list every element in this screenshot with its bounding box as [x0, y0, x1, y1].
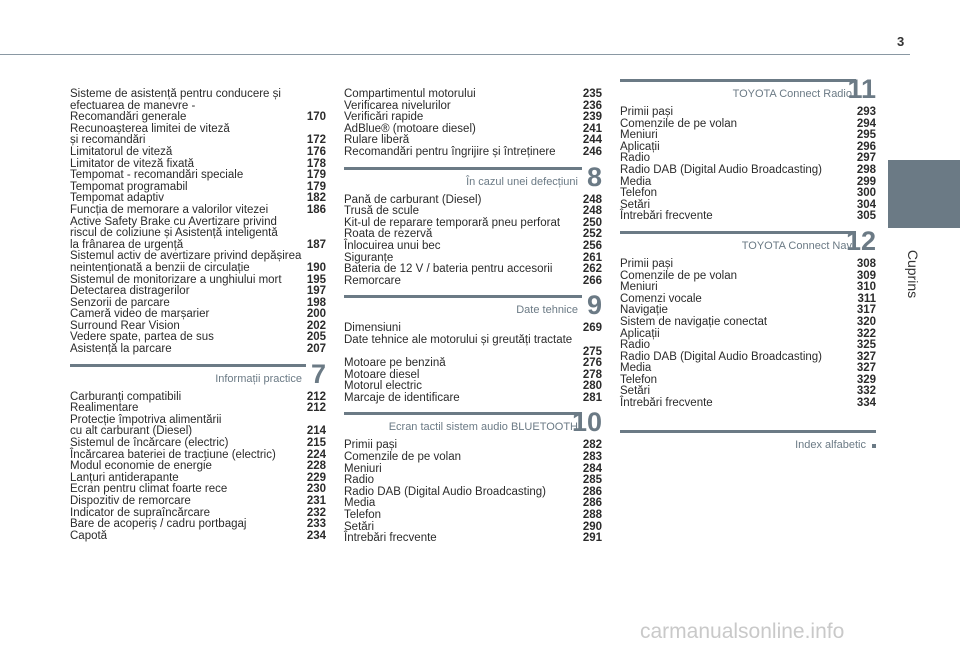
- toc-entry[interactable]: [620, 271, 876, 283]
- toc-entry-page: 187: [306, 238, 326, 251]
- toc-entry-page: 182: [306, 192, 326, 205]
- toc-entry-page: 294: [856, 117, 876, 130]
- toc-entry-title: cu alt carburant (Diesel): [70, 425, 193, 438]
- toc-entry-title: Verificarea nivelurilor: [344, 99, 451, 112]
- toc-entry-title: Pană de carburant (Diesel): [344, 193, 482, 206]
- section-number: 7: [310, 358, 326, 389]
- toc-entry-title: Încărcarea bateriei de tracțiune (electric): [70, 448, 276, 461]
- toc-entry-page: 235: [582, 88, 602, 100]
- toc-entry-title: Rulare liberă: [344, 134, 410, 147]
- toc-entry-title: Sistemul activ de avertizare privind depășirea: [70, 250, 302, 263]
- toc-entry-title: Verificări rapide: [344, 111, 424, 124]
- toc-entry-page: 198: [306, 296, 326, 309]
- toc-entry-title: Primii pași: [620, 106, 674, 118]
- section-header-11: [620, 74, 876, 105]
- toc-entry-title: Ecran pentru climat foarte rece: [70, 483, 228, 496]
- toc-entry-title: Detectarea distragerilor: [70, 285, 190, 298]
- toc-entry-title: Radio: [620, 152, 651, 165]
- toc-entry-page: 252: [582, 228, 602, 241]
- watermark: carmanualsonline.info: [640, 620, 845, 643]
- toc-entry[interactable]: [620, 177, 876, 189]
- toc-entry[interactable]: [70, 496, 326, 508]
- toc-entry-title: Navigație: [620, 304, 668, 317]
- toc-entry-page: 309: [856, 269, 876, 282]
- toc-entry-page: 205: [306, 331, 326, 344]
- toc-entry-title: Carburanți compatibili: [70, 390, 182, 403]
- toc-entry-page: 179: [306, 180, 326, 193]
- toc-entry[interactable]: [620, 188, 876, 200]
- toc-entry[interactable]: [344, 464, 602, 476]
- header-rule: [0, 54, 910, 55]
- toc-entry-title: Aplicații: [620, 327, 660, 340]
- toc-entry[interactable]: [344, 276, 602, 288]
- toc-entry-page: 288: [582, 509, 602, 522]
- toc-entry-title: Limitatorul de viteză: [70, 145, 173, 158]
- toc-entry-page: 230: [306, 483, 326, 496]
- toc-entry-title: Indicator de supraîncărcare: [70, 506, 210, 519]
- square-bullet-icon: [872, 444, 876, 448]
- toc-entry-title: Recomandări generale: [70, 111, 187, 124]
- toc-entry-title: Radio DAB (Digital Audio Broadcasting): [344, 485, 546, 498]
- toc-entry-page: 290: [582, 520, 602, 533]
- toc-entry-page: 248: [582, 193, 602, 206]
- section-intro: [70, 89, 326, 112]
- toc-entry-page: 262: [582, 263, 602, 276]
- section-rule: [344, 167, 582, 170]
- toc-entry[interactable]: [620, 142, 876, 154]
- section-rule: [344, 412, 582, 415]
- toc-entry-title: Motorul electric: [344, 380, 422, 393]
- toc-entry-page: 275: [582, 345, 602, 358]
- section-rule: [344, 295, 582, 298]
- toc-list: [344, 440, 602, 544]
- toc-entry-title: Telefon: [344, 509, 382, 522]
- toc-entry-title: Setări: [620, 198, 651, 211]
- toc-entry-page: 334: [856, 397, 876, 410]
- toc-entry-page: 246: [582, 145, 602, 158]
- side-tab-label: Cuprins: [905, 249, 921, 299]
- toc-entry-page: 234: [306, 529, 326, 542]
- toc-entry-page: 250: [582, 216, 602, 229]
- toc-entry[interactable]: [344, 498, 602, 510]
- toc-entry-page: 269: [582, 322, 602, 335]
- toc-entry-page: 239: [582, 111, 602, 124]
- toc-list: [344, 89, 602, 159]
- toc-entry-title: Media: [620, 175, 652, 188]
- toc-entry-page: 327: [856, 362, 876, 375]
- toc-entry[interactable]: [344, 358, 602, 370]
- toc-entry-page: 284: [582, 462, 602, 475]
- toc-entry-page: 266: [582, 274, 602, 287]
- toc-entry[interactable]: [70, 519, 326, 531]
- toc-entry[interactable]: [344, 393, 602, 405]
- section-rule: [620, 231, 856, 234]
- toc-entry-title: Comenzile de pe volan: [620, 117, 737, 130]
- toc-entry[interactable]: [620, 398, 876, 410]
- toc-entry-title: Kit-ul de reparare temporară pneu perforat: [344, 216, 561, 229]
- toc-entry[interactable]: [70, 286, 326, 298]
- toc-list: [620, 107, 876, 223]
- toc-entry-title: Primii pași: [620, 257, 674, 270]
- toc-entry-page: 212: [306, 402, 326, 415]
- toc-entry[interactable]: [70, 531, 326, 543]
- section-number: 12: [845, 225, 876, 256]
- section-rule: [70, 364, 306, 367]
- toc-entry[interactable]: [620, 282, 876, 294]
- toc-entry-title: Modul economie de energie: [70, 460, 212, 473]
- toc-entry-page: 241: [582, 122, 602, 135]
- toc-entry-page: 280: [582, 380, 602, 393]
- toc-entry-page: 322: [856, 327, 876, 340]
- toc-entry-title: Motoare pe benzină: [344, 357, 446, 370]
- toc-entry-title: Date tehnice ale motorului și greutăți tractate: [344, 333, 573, 346]
- toc-list: [620, 259, 876, 410]
- toc-entry-title: Meniuri: [344, 462, 382, 475]
- toc-entry-title: Capotă: [70, 529, 108, 542]
- toc-entry-page: 170: [306, 111, 326, 124]
- toc-entry-page: 202: [306, 319, 326, 332]
- toc-entry[interactable]: [344, 89, 602, 101]
- toc-entry-title: Asistență la parcare: [70, 343, 172, 356]
- toc-list: [344, 323, 602, 404]
- toc-entry-page: 232: [306, 506, 326, 519]
- toc-entry-title: Vedere spate, partea de sus: [70, 331, 214, 344]
- toc-entry[interactable]: [70, 205, 326, 217]
- section-header-12: [620, 225, 876, 257]
- toc-entry-title: Siguranțe: [344, 251, 394, 264]
- toc-entry-page: 244: [582, 134, 602, 147]
- section-number: 11: [847, 74, 876, 104]
- toc-entry-page: 231: [306, 495, 326, 507]
- toc-entry-title: Dispozitiv de remorcare: [70, 495, 191, 507]
- toc-entry-title: Telefon: [620, 187, 658, 200]
- toc-column-1: [70, 89, 326, 542]
- toc-entry-title: la frânarea de urgență: [70, 238, 184, 251]
- page-number: 3: [897, 34, 905, 49]
- toc-entry-page: 276: [582, 357, 602, 370]
- toc-entry-title: Funcția de memorare a valorilor vitezei: [70, 203, 269, 216]
- toc-entry-page: 248: [582, 205, 602, 218]
- toc-list: [70, 112, 326, 355]
- toc-entry-title: Surround Rear Vision: [70, 319, 180, 332]
- toc-entry-title: Media: [344, 497, 376, 510]
- toc-column-3: [620, 74, 876, 452]
- toc-list: [344, 195, 602, 288]
- toc-entry-title: Roata de rezervă: [344, 228, 433, 241]
- section-header-10: [344, 407, 602, 438]
- toc-entry[interactable]: [344, 206, 602, 218]
- toc-entry-title: Comenzile de pe volan: [344, 451, 461, 464]
- toc-entry-title: Realimentare: [70, 402, 139, 415]
- toc-entry-title: Radio DAB (Digital Audio Broadcasting): [620, 163, 822, 176]
- toc-entry-title: Protecție împotriva alimentării: [70, 413, 222, 426]
- toc-entry[interactable]: [70, 170, 326, 182]
- toc-entry-title: și recomandări: [70, 134, 146, 147]
- toc-entry-page: 286: [582, 497, 602, 510]
- toc-entry-title: Radio DAB (Digital Audio Broadcasting): [620, 350, 822, 363]
- toc-entry-page: 172: [306, 134, 326, 147]
- toc-entry[interactable]: [344, 487, 602, 499]
- toc-entry[interactable]: [70, 438, 326, 450]
- toc-entry-page: 293: [856, 106, 876, 118]
- toc-entry-page: 325: [856, 339, 876, 352]
- section-header-9: [344, 290, 602, 321]
- index-link[interactable]: [620, 430, 876, 452]
- toc-entry-title: Radio: [620, 339, 651, 352]
- toc-entry-title: neintenționată a benzii de circulație: [70, 261, 250, 274]
- toc-entry-page: 298: [856, 163, 876, 176]
- toc-entry-page: 329: [856, 373, 876, 386]
- section-rule: [620, 430, 876, 433]
- toc-entry-title: Comenzile de pe volan: [620, 269, 737, 282]
- toc-entry-title: Media: [620, 362, 652, 375]
- toc-entry-page: 305: [856, 210, 876, 223]
- toc-entry[interactable]: [620, 329, 876, 341]
- toc-entry[interactable]: [620, 340, 876, 352]
- toc-entry-page: 229: [306, 471, 326, 484]
- toc-entry[interactable]: [70, 344, 326, 356]
- toc-entry-page: 304: [856, 198, 876, 211]
- toc-entry[interactable]: [620, 107, 876, 119]
- toc-entry-page: 179: [306, 169, 326, 182]
- toc-entry-title: Aplicații: [620, 140, 660, 153]
- section-title: Informații practice: [215, 372, 302, 385]
- toc-entry[interactable]: [70, 147, 326, 159]
- toc-entry-title: Radio: [344, 474, 375, 487]
- section-header-7: [70, 358, 326, 390]
- toc-entry-title: AdBlue® (motoare diesel): [344, 122, 476, 135]
- toc-entry-page: 285: [582, 474, 602, 487]
- toc-entry-page: 215: [306, 437, 326, 450]
- toc-entry-title: Meniuri: [620, 129, 658, 142]
- section-header-8: [344, 161, 602, 193]
- toc-entry-page: 299: [856, 175, 876, 188]
- toc-entry-title: Active Safety Brake cu Avertizare privind: [70, 215, 277, 228]
- toc-entry-page: 228: [306, 460, 326, 473]
- toc-entry[interactable]: [344, 452, 602, 464]
- section-title: Date tehnice: [516, 304, 578, 317]
- toc-entry-page: 283: [582, 451, 602, 464]
- toc-entry-page: 317: [856, 304, 876, 317]
- toc-entry-title: Sistem de navigație conectat: [620, 315, 768, 328]
- section-number: 9: [586, 290, 602, 321]
- toc-entry-title: Sistemul de încărcare (electric): [70, 437, 229, 450]
- toc-entry-title: Telefon: [620, 373, 658, 386]
- toc-entry-title: Marcaje de identificare: [344, 391, 460, 404]
- toc-entry-page: 310: [856, 281, 876, 294]
- toc-entry-title: Tempomat - recomandări speciale: [70, 169, 244, 182]
- toc-entry-title: Recomandări pentru îngrijire și întreținere: [344, 145, 556, 158]
- toc-entry-title: Senzorii de parcare: [70, 296, 170, 309]
- toc-entry-page: 332: [856, 385, 876, 398]
- toc-entry[interactable]: [620, 317, 876, 329]
- index-label: Index alfabetic: [795, 438, 866, 451]
- toc-entry[interactable]: [344, 147, 602, 159]
- toc-entry-title: Cameră video de marșarier: [70, 308, 210, 321]
- toc-entry[interactable]: [620, 165, 876, 177]
- toc-entry-title: Bare de acoperiș / cadru portbagaj: [70, 518, 247, 531]
- toc-entry-page: 278: [582, 368, 602, 381]
- toc-entry[interactable]: [70, 263, 326, 275]
- toc-entry-title: Primii pași: [344, 439, 398, 452]
- toc-entry-page: 200: [306, 308, 326, 321]
- toc-entry-title: Lanțuri antiderapante: [70, 471, 179, 484]
- toc-entry-title: Întrebări frecvente: [344, 532, 437, 545]
- toc-entry-page: 207: [306, 343, 326, 356]
- toc-entry-title: Tempomat adaptiv: [70, 192, 164, 205]
- toc-entry[interactable]: [344, 264, 602, 276]
- toc-entry-title: Dimensiuni: [344, 322, 401, 335]
- section-number: 10: [571, 407, 602, 438]
- section-title: În cazul unei defecțiuni: [466, 175, 578, 188]
- toc-entry[interactable]: [620, 363, 876, 375]
- toc-entry-title: Compartimentul motorului: [344, 88, 476, 100]
- intro-line: Sisteme de asistență pentru conducere și: [70, 88, 281, 100]
- toc-entry-title: Tempomat programabil: [70, 180, 188, 193]
- intro-line: efectuarea de manevre -: [70, 99, 196, 112]
- toc-entry-page: 214: [306, 425, 326, 438]
- toc-entry[interactable]: [620, 259, 876, 271]
- toc-column-2: [344, 89, 602, 545]
- toc-entry-page: 195: [306, 273, 326, 286]
- toc-entry-page: 197: [306, 285, 326, 298]
- section-title: TOYOTA Connect Radio: [732, 88, 852, 100]
- toc-entry-page: 236: [582, 99, 602, 112]
- toc-entry[interactable]: [70, 228, 326, 240]
- toc-entry-page: 327: [856, 350, 876, 363]
- toc-entry-title: Înlocuirea unui bec: [344, 239, 441, 252]
- toc-entry-title: Limitator de viteză fixată: [70, 157, 195, 170]
- toc-entry-page: 178: [306, 157, 326, 170]
- toc-entry[interactable]: [620, 119, 876, 131]
- toc-entry-page: 190: [306, 261, 326, 274]
- toc-entry-title: Întrebări frecvente: [620, 210, 713, 223]
- side-tab: [888, 160, 960, 228]
- toc-entry-page: 256: [582, 239, 602, 252]
- section-title: TOYOTA Connect Nav: [741, 239, 852, 252]
- toc-entry[interactable]: [344, 533, 602, 545]
- toc-entry-page: 261: [582, 251, 602, 264]
- toc-entry[interactable]: [620, 352, 876, 364]
- toc-entry-page: 297: [856, 152, 876, 165]
- toc-entry-page: 282: [582, 439, 602, 452]
- toc-entry-title: Bateria de 12 V / bateria pentru accesorii: [344, 263, 553, 276]
- toc-entry-page: 186: [306, 203, 326, 216]
- toc-entry-title: Remorcare: [344, 274, 401, 287]
- section-number: 8: [586, 161, 602, 192]
- toc-entry-page: 320: [856, 315, 876, 328]
- toc-entry-page: 311: [857, 292, 876, 305]
- toc-entry-title: riscul de coliziune și Asistență inteligentă: [70, 227, 278, 240]
- toc-entry-title: Motoare diesel: [344, 368, 420, 381]
- toc-entry-page: 212: [306, 390, 326, 403]
- toc-entry-page: 291: [582, 532, 602, 545]
- toc-entry-title: Meniuri: [620, 281, 658, 294]
- toc-entry[interactable]: [344, 510, 602, 522]
- toc-entry[interactable]: [620, 375, 876, 387]
- toc-entry-page: 300: [856, 187, 876, 200]
- toc-entry-page: 286: [582, 485, 602, 498]
- toc-entry-page: 295: [856, 129, 876, 142]
- toc-entry-title: Sistemul de monitorizare a unghiului mort: [70, 273, 282, 286]
- toc-entry-page: 296: [856, 140, 876, 153]
- toc-entry[interactable]: [344, 335, 602, 347]
- toc-entry-page: 281: [582, 391, 602, 404]
- toc-entry-title: Întrebări frecvente: [620, 397, 713, 410]
- toc-entry-page: 176: [306, 145, 326, 158]
- section-title: Ecran tactil sistem audio BLUETOOTH: [388, 421, 578, 434]
- toc-entry-page: 224: [306, 448, 326, 461]
- toc-entry-title: Comenzi vocale: [620, 292, 702, 305]
- toc-entry-title: Trusă de scule: [344, 205, 419, 218]
- toc-list: [70, 392, 326, 543]
- toc-entry-page: 233: [306, 518, 326, 531]
- toc-entry[interactable]: [620, 211, 876, 223]
- toc-entry[interactable]: [344, 241, 602, 253]
- toc-entry-title: Setări: [620, 385, 651, 398]
- toc-entry-page: 308: [856, 257, 876, 270]
- section-rule: [620, 79, 856, 82]
- toc-entry-title: Setări: [344, 520, 375, 533]
- toc-entry-title: Recunoașterea limitei de viteză: [70, 122, 230, 135]
